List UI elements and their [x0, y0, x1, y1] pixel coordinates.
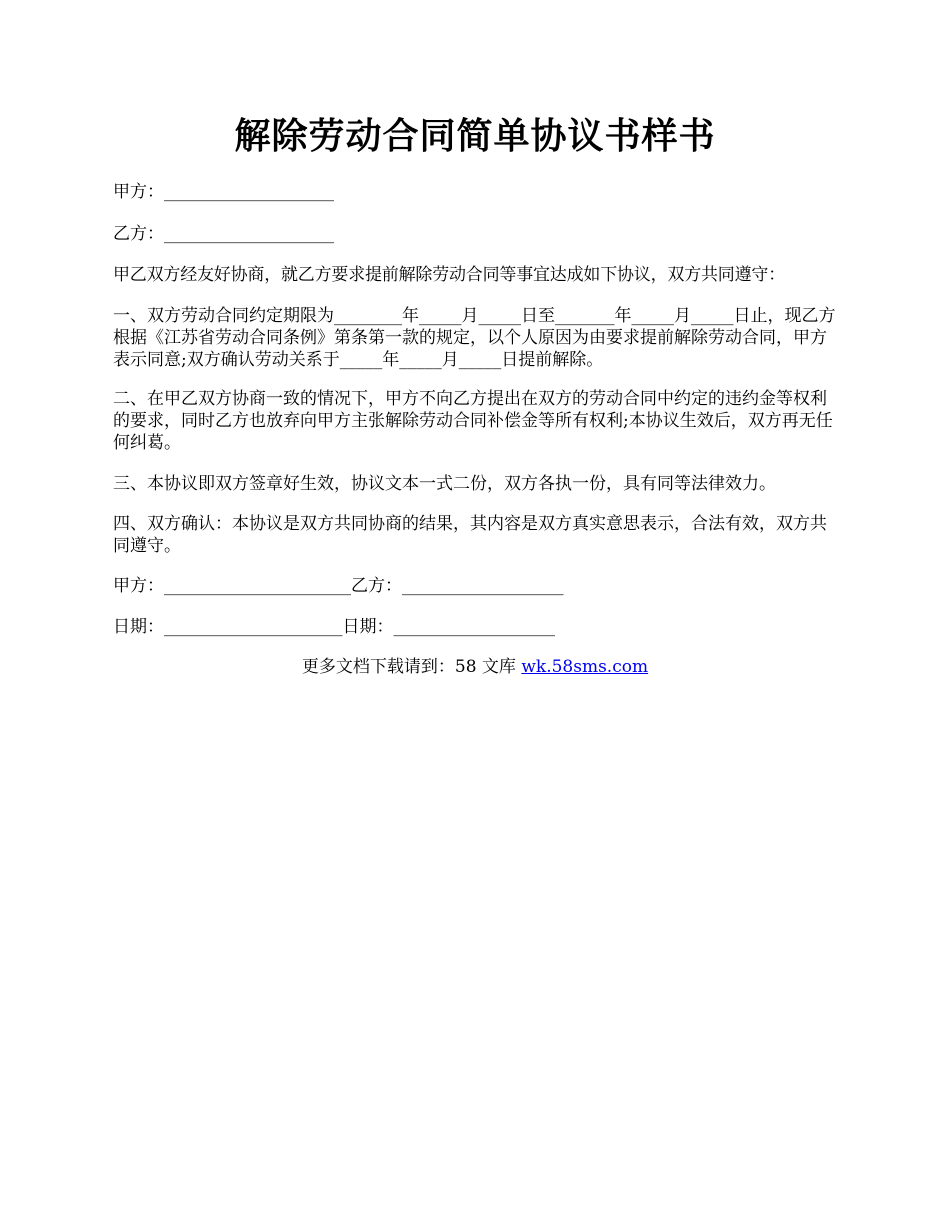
footer [0, 656, 950, 678]
date-line: 日期：_____________________日期：___________________ [113, 617, 555, 637]
clause-2: 二、在甲乙双方协商一致的情况下，甲方不向乙方提出在双方的劳动合同中约定的违约金等权利的要求，同时乙方也放弃向甲方主张解除劳动合同补偿金等所有权利;本协议生效后，双方再无任何纠葛。 [113, 389, 833, 453]
intro-paragraph: 甲乙双方经友好协商，就乙方要求提前解除劳动合同等事宜达成如下协议，双方共同遵守： [113, 265, 785, 285]
signature-line: 甲方：______________________乙方：___________________ [113, 576, 564, 596]
party-a-line: 甲方：____________________ [113, 182, 334, 202]
document-title: 解除劳动合同简单协议书样书 [234, 115, 716, 157]
footer-link[interactable]: wk.58sms.com [521, 657, 649, 677]
clause-3: 三、本协议即双方签章好生效，协议文本一式二份，双方各执一份，具有同等法律效力。 [113, 474, 776, 494]
party-b-line: 乙方：____________________ [113, 224, 334, 244]
clause-4: 四、双方确认：本协议是双方共同协商的结果，其内容是双方真实意思表示，合法有效，双方共同遵守。 [113, 514, 827, 556]
footer-text: 更多文档下载请到：58 文库 [301, 657, 522, 677]
clause-1: 一、双方劳动合同约定期限为________年_____月_____日至_______年_____月_____日止，现乙方根据《江苏省劳动合同条例》第条第一款的规定，以个人原因为由要求提前解除劳动合同，甲方表示同意;双方确认劳动关系于_____年_____月_____日提前解除。 [113, 306, 836, 370]
